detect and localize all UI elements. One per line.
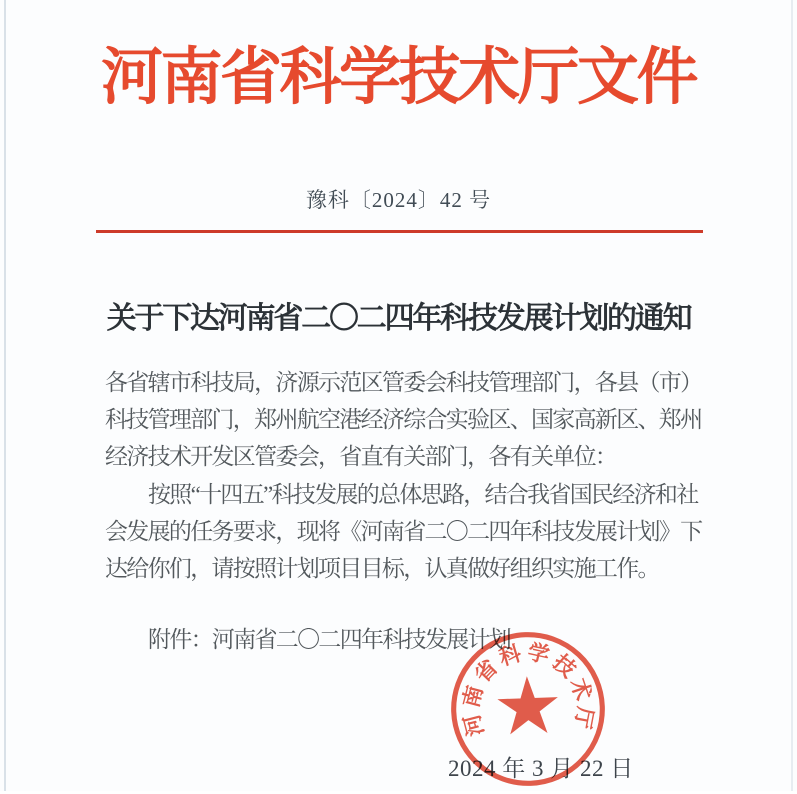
issue-date: 2024 年 3 月 22 日 — [448, 750, 626, 783]
document-body — [105, 364, 715, 587]
recipients-line: 经济技术开发区管委会，省直有关部门，各有关单位： — [105, 438, 715, 475]
red-separator-line — [96, 230, 703, 233]
seal-text: 河南省科学技术厅 — [456, 637, 599, 738]
recipients-line: 各省辖市科技局，济源示范区管委会科技管理部门，各县（市） — [105, 364, 715, 401]
document-number: 豫科〔2024〕42 号 — [0, 184, 797, 214]
notice-title: 关于下达河南省二〇二四年科技发展计划的通知 — [0, 293, 797, 337]
scan-edge-left — [4, 0, 6, 791]
agency-header-title: 河南省科学技术厅文件 — [0, 44, 797, 112]
official-seal — [443, 624, 613, 794]
body-paragraph-line: 达给你们，请按照计划项目目标，认真做好组织实施工作。 — [105, 550, 715, 587]
attachment-reference: 附件：河南省二〇二四年科技发展计划 — [148, 621, 510, 654]
star-icon — [497, 675, 559, 735]
body-paragraph-line: 会发展的任务要求，现将《河南省二〇二四年科技发展计划》下 — [105, 513, 715, 550]
recipients-line: 科技管理部门，郑州航空港经济综合实验区、国家高新区、郑州 — [105, 401, 715, 438]
body-paragraph-line: 按照“十四五”科技发展的总体思路，结合我省国民经济和社 — [105, 476, 715, 513]
scan-edge-right — [791, 0, 793, 791]
